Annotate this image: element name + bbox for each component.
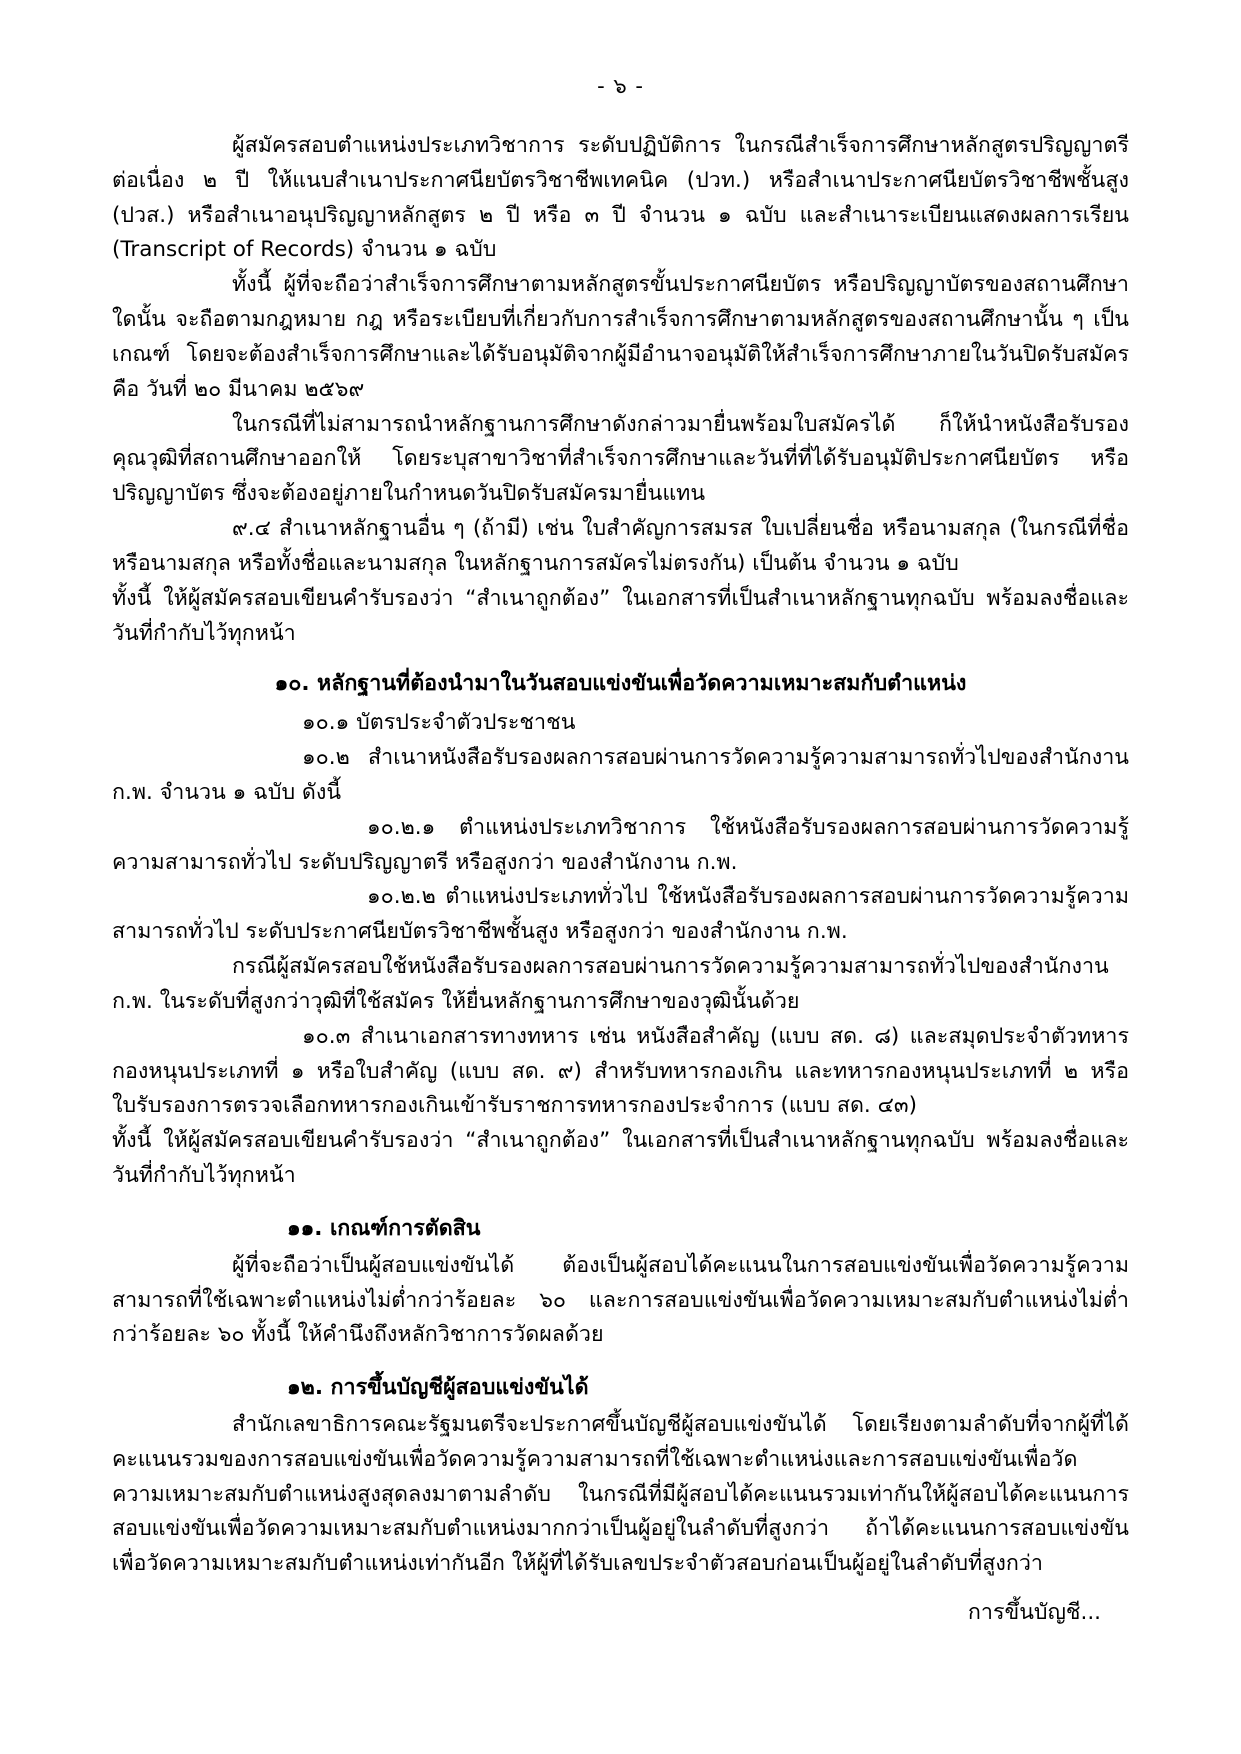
- list-item: ๑๐.๒.๒ ตำแหน่งประเภททั่วไป ใช้หนังสือรับรองผลการสอบผ่านการวัดความรู้ความสามารถทั่วไป ระดับประกาศนียบัตรวิชาชีพชั้นสูง หรือสูงกว่า ของสำนักงาน ก.พ.: [112, 884, 1129, 945]
- list-item: ๑๐.๑ บัตรประจำตัวประชาชน: [302, 710, 576, 736]
- paragraph: ในกรณีที่ไม่สามารถนำหลักฐานการศึกษาดังกล่าวมายื่นพร้อมใบสมัครได้ ก็ให้นำหนังสือรับรองคุณวุฒิที่สถานศึกษาออกให้ โดยระบุสาขาวิชาที่สำเร็จการศึกษาและวันที่ที่ได้รับอนุมัติประกาศนียบัตร หรือปริญญาบัตร ซึ่งจะต้องอยู่ภายในกำหนดวันปิดรับสมัครมายื่นแทน: [112, 411, 1129, 507]
- section-heading-10: ๑๐. หลักฐานที่ต้องนำมาในวันสอบแข่งขันเพื่อวัดความเหมาะสมกับตำแหน่ง: [274, 671, 967, 697]
- list-item: ๑๐.๒ สำเนาหนังสือรับรองผลการสอบผ่านการวัดความรู้ความสามารถทั่วไปของสำนักงาน ก.พ. จำนวน ๑ ฉบับ ดังนี้: [112, 745, 1129, 805]
- list-item: ๑๐.๒.๑ ตำแหน่งประเภทวิชาการ ใช้หนังสือรับรองผลการสอบผ่านการวัดความรู้ความสามารถทั่วไป ระดับปริญญาตรี หรือสูงกว่า ของสำนักงาน ก.พ.: [112, 814, 1129, 875]
- paragraph: ผู้สมัครสอบตำแหน่งประเภทวิชาการ ระดับปฏิบัติการ ในกรณีสำเร็จการศึกษาหลักสูตรปริญญาตรีต่อเนื่อง ๒ ปี ให้แนบสำเนาประกาศนียบัตรวิชาชีพเทคนิค (ปวท.) หรือสำเนาประกาศนียบัตรวิชาชีพชั้นสูง (ปวส.) หรือสำเนาอนุปริญญาหลักสูตร ๒ ปี หรือ ๓ ปี จำนวน ๑ ฉบับ และสำเนาระเบียนแสดงผลการเรียน (Transcript of Records) จำนวน ๑ ฉบับ: [112, 133, 1129, 263]
- section-heading-11: ๑๑. เกณฑ์การตัดสิน: [287, 1215, 481, 1241]
- list-item: ๑๐.๓ สำเนาเอกสารทางทหาร เช่น หนังสือสำคัญ (แบบ สด. ๘) และสมุดประจำตัวทหารกองหนุนประเภทที่ ๑ หรือใบสำคัญ (แบบ สด. ๙) สำหรับทหารกองเกิน และทหารกองหนุนประเภทที่ ๒ หรือใบรับรองการตรวจเลือกทหารกองเกินเข้ารับราชการทหารกองประจำการ (แบบ สด. ๔๓): [112, 1023, 1129, 1119]
- page-number: - ๖ -: [597, 74, 644, 98]
- continuation-note: การขึ้นบัญชี...: [967, 1600, 1101, 1626]
- section-heading-12: ๑๒. การขึ้นบัญชีผู้สอบแข่งขันได้: [287, 1375, 589, 1401]
- paragraph: ทั้งนี้ ให้ผู้สมัครสอบเขียนคำรับรองว่า “สำเนาถูกต้อง” ในเอกสารที่เป็นสำเนาหลักฐานทุกฉบับ พร้อมลงชื่อและวันที่กำกับไว้ทุกหน้า: [112, 1128, 1129, 1189]
- paragraph: สำนักเลขาธิการคณะรัฐมนตรีจะประกาศขึ้นบัญชีผู้สอบแข่งขันได้ โดยเรียงตามลำดับที่จากผู้ที่ได้คะแนนรวมของการสอบแข่งขันเพื่อวัดความรู้ความสามารถที่ใช้เฉพาะตำแหน่งและการสอบแข่งขันเพื่อวัดความเหมาะสมกับตำแหน่งสูงสุดลงมาตามลำดับ ในกรณีที่มีผู้สอบได้คะแนนรวมเท่ากันให้ผู้สอบได้คะแนนการสอบแข่งขันเพื่อวัดความเหมาะสมกับตำแหน่งมากกว่าเป็นผู้อยู่ในลำดับที่สูงกว่า ถ้าได้คะแนนการสอบแข่งขันเพื่อวัดความเหมาะสมกับตำแหน่งเท่ากันอีก ให้ผู้ที่ได้รับเลขประจำตัวสอบก่อนเป็นผู้อยู่ในลำดับที่สูงกว่า: [112, 1411, 1129, 1577]
- paragraph: ๙.๔ สำเนาหลักฐานอื่น ๆ (ถ้ามี) เช่น ใบสำคัญการสมรส ใบเปลี่ยนชื่อ หรือนามสกุล (ในกรณีที่ชื่อ หรือนามสกุล หรือทั้งชื่อและนามสกุล ในหลักฐานการสมัครไม่ตรงกัน) เป็นต้น จำนวน ๑ ฉบับ: [112, 516, 1129, 576]
- paragraph: ทั้งนี้ ผู้ที่จะถือว่าสำเร็จการศึกษาตามหลักสูตรขั้นประกาศนียบัตร หรือปริญญาบัตรของสถานศึกษาใดนั้น จะถือตามกฎหมาย กฎ หรือระเบียบที่เกี่ยวกับการสำเร็จการศึกษาตามหลักสูตรของสถานศึกษานั้น ๆ เป็นเกณฑ์ โดยจะต้องสำเร็จการศึกษาและได้รับอนุมัติจากผู้มีอำนาจอนุมัติให้สำเร็จการศึกษาภายในวันปิดรับสมัคร คือ วันที่ ๒๐ มีนาคม ๒๕๖๙: [112, 272, 1129, 402]
- paragraph: ทั้งนี้ ให้ผู้สมัครสอบเขียนคำรับรองว่า “สำเนาถูกต้อง” ในเอกสารที่เป็นสำเนาหลักฐานทุกฉบับ พร้อมลงชื่อและวันที่กำกับไว้ทุกหน้า: [112, 585, 1129, 646]
- document-body: [112, 129, 1129, 1631]
- paragraph: ผู้ที่จะถือว่าเป็นผู้สอบแข่งขันได้ ต้องเป็นผู้สอบได้คะแนนในการสอบแข่งขันเพื่อวัดความรู้ความสามารถที่ใช้เฉพาะตำแหน่งไม่ต่ำกว่าร้อยละ ๖๐ และการสอบแข่งขันเพื่อวัดความเหมาะสมกับตำแหน่งไม่ต่ำกว่าร้อยละ ๖๐ ทั้งนี้ ให้คำนึงถึงหลักวิชาการวัดผลด้วย: [112, 1252, 1129, 1348]
- paragraph: กรณีผู้สมัครสอบใช้หนังสือรับรองผลการสอบผ่านการวัดความรู้ความสามารถทั่วไปของสำนักงาน ก.พ. ในระดับที่สูงกว่าวุฒิที่ใช้สมัคร ให้ยื่นหลักฐานการศึกษาของวุฒินั้นด้วย: [112, 954, 1109, 1014]
